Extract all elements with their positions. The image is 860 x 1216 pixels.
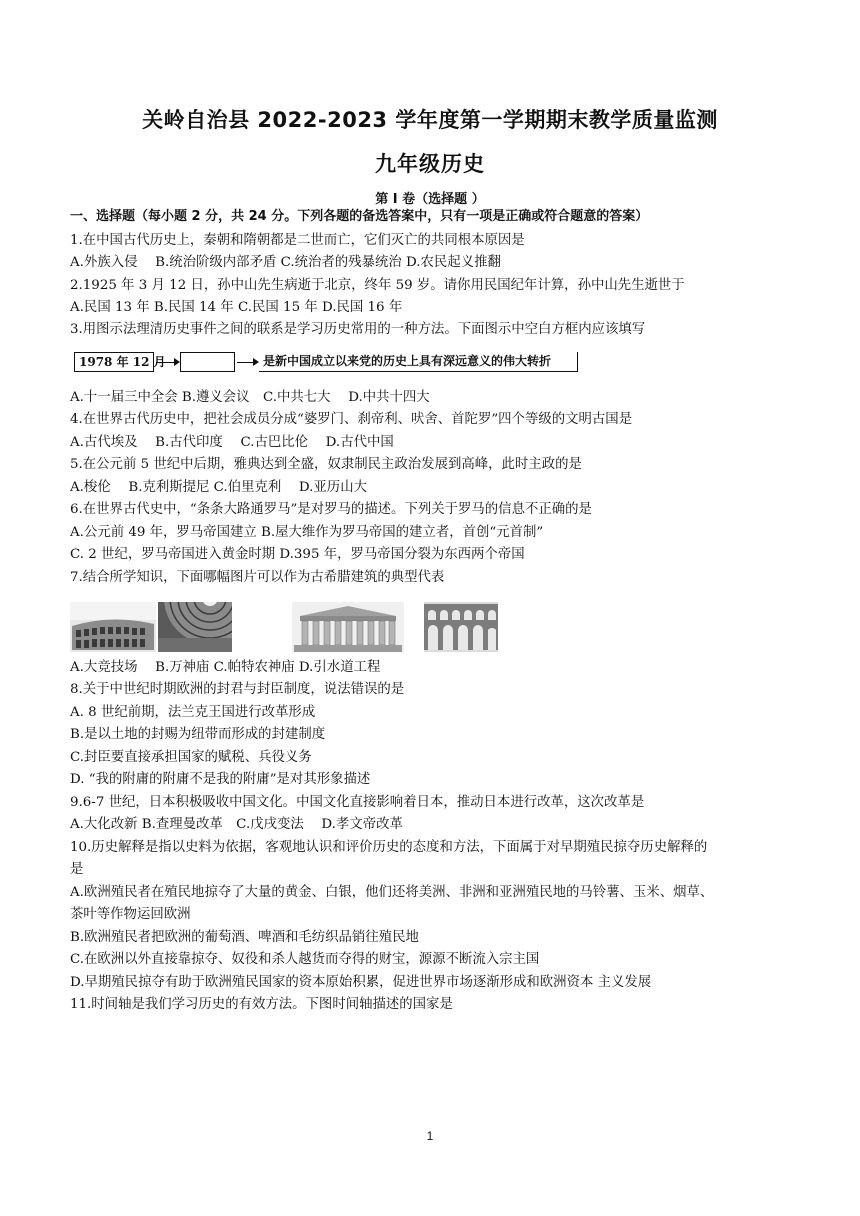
question-5: 5.在公元前 5 世纪中后期，雅典达到全盛，奴隶制民主政治发展到高峰，此时主政的是 — [70, 457, 582, 472]
page-number: 1 — [426, 1129, 434, 1143]
question-6-option-ab: A.公元前 49 年，罗马帝国建立 B.屋大维作为罗马帝国的建立者，首创“元首制” — [70, 525, 544, 540]
question-8-option-a: A. 8 世纪前期，法兰克王国进行改革形成 — [70, 705, 316, 720]
exam-part: 第 I 卷（选择题 ） — [375, 192, 485, 207]
question-10-option-a-cont: 茶叶等作物运回欧洲 — [70, 907, 191, 922]
question-10-option-b: B.欧洲殖民者把欧洲的葡萄酒、啤酒和毛纺织品销往殖民地 — [70, 930, 419, 945]
question-7: 7.结合所学知识，下面哪幅图片可以作为古希腊建筑的典型代表 — [70, 570, 445, 585]
exam-subject: 九年级历史 — [375, 152, 485, 176]
section-heading: 一、选择题（每小题 2 分，共 24 分。下列各题的备选答案中，只有一项是正确或符合题意的答案） — [70, 209, 649, 224]
question-4-options: A.古代埃及 B.古代印度 C.古巴比伦 D.古代中国 — [70, 435, 394, 450]
question-10-option-d: D.早期殖民掠夺有助于欧洲殖民国家的资本原始积累，促进世界市场逐渐形成和欧洲资本 主义发展 — [70, 975, 652, 990]
question-5-options: A.梭伦 B.克利斯提尼 C.伯里克利 D.亚历山大 — [70, 480, 367, 495]
parthenon-photo — [292, 602, 404, 652]
question-1: 1.在中国古代历史上，秦朝和隋朝都是二世而亡，它们灭亡的共同根本原因是 — [70, 233, 525, 248]
diagram-end-text: 是新中国成立以来党的历史上具有深远意义的伟大转折 — [259, 352, 578, 372]
timeline-diagram — [74, 352, 578, 374]
pantheon-photo — [158, 602, 232, 652]
question-10-option-a: A.欧洲殖民者在殖民地掠夺了大量的黄金、白银，他们还将美洲、非洲和亚洲殖民地的马铃薯、玉米、烟草、 — [70, 885, 714, 900]
question-9-options: A.大化改新 B.查理曼改革 C.戊戌变法 D.孝文帝改革 — [70, 817, 403, 832]
question-10: 10.历史解释是指以史料为依据，客观地认识和评价历史的态度和方法，下面属于对早期殖民掠夺历史解释的 — [70, 840, 708, 855]
exam-title: 关岭自治县 2022-2023 学年度第一学期期末教学质量监测 — [142, 108, 718, 132]
diagram-blank-box — [180, 352, 235, 372]
colosseum-photo — [70, 602, 156, 652]
question-10-option-c: C.在欧洲以外直接靠掠夺、奴役和杀人越货而夺得的财宝，源源不断流入宗主国 — [70, 952, 540, 967]
question-11: 11.时间轴是我们学习历史的有效方法。下图时间轴描述的国家是 — [70, 997, 453, 1012]
aqueduct-photo — [424, 602, 498, 652]
question-1-options: A.外族入侵 B.统治阶级内部矛盾 C.统治者的残暴统治 D.农民起义推翻 — [70, 255, 501, 270]
question-2: 2.1925 年 3 月 12 日，孙中山先生病逝于北京，终年 59 岁。请你用民国纪年计算，孙中山先生逝世于 — [70, 278, 685, 293]
question-8-option-c: C.封臣要直接承担国家的赋税、兵役义务 — [70, 750, 312, 765]
question-6-option-cd: C. 2 世纪，罗马帝国进入黄金时期 D.395 年，罗马帝国分裂为东西两个帝国 — [70, 547, 525, 562]
question-8-option-d: D. “我的附庸的附庸不是我的附庸”是对其形象描述 — [70, 772, 371, 787]
diagram-start-box: 1978 年 12 月 — [74, 352, 154, 372]
diagram-arrow-2 — [237, 362, 257, 363]
question-7-options: A.大竞技场 B.万神庙 C.帕特农神庙 D.引水道工程 — [70, 660, 381, 675]
question-3: 3.用图示法理清历史事件之间的联系是学习历史常用的一种方法。下面图示中空白方框内应该填写 — [70, 322, 646, 337]
question-6: 6.在世界古代史中，“条条大路通罗马”是对罗马的描述。下列关于罗马的信息不正确的是 — [70, 502, 592, 517]
question-9: 9.6-7 世纪，日本积极吸收中国文化。中国文化直接影响着日本，推动日本进行改革，这次改革是 — [70, 795, 645, 810]
question-3-options: A.十一届三中全会 B.遵义会议 C.中共七大 D.中共十四大 — [70, 390, 430, 405]
diagram-arrow-1 — [156, 362, 178, 363]
question-8: 8.关于中世纪时期欧洲的封君与封臣制度，说法错误的是 — [70, 682, 405, 697]
question-2-options: A.民国 13 年 B.民国 14 年 C.民国 15 年 D.民国 16 年 — [70, 300, 403, 315]
question-10-cont: 是 — [70, 862, 84, 877]
question-8-option-b: B.是以土地的封赐为纽带而形成的封建制度 — [70, 727, 326, 742]
question-4: 4.在世界古代历史中，把社会成员分成“婆罗门、刹帝利、吠舍、首陀罗”四个等级的文明古国是 — [70, 412, 633, 427]
